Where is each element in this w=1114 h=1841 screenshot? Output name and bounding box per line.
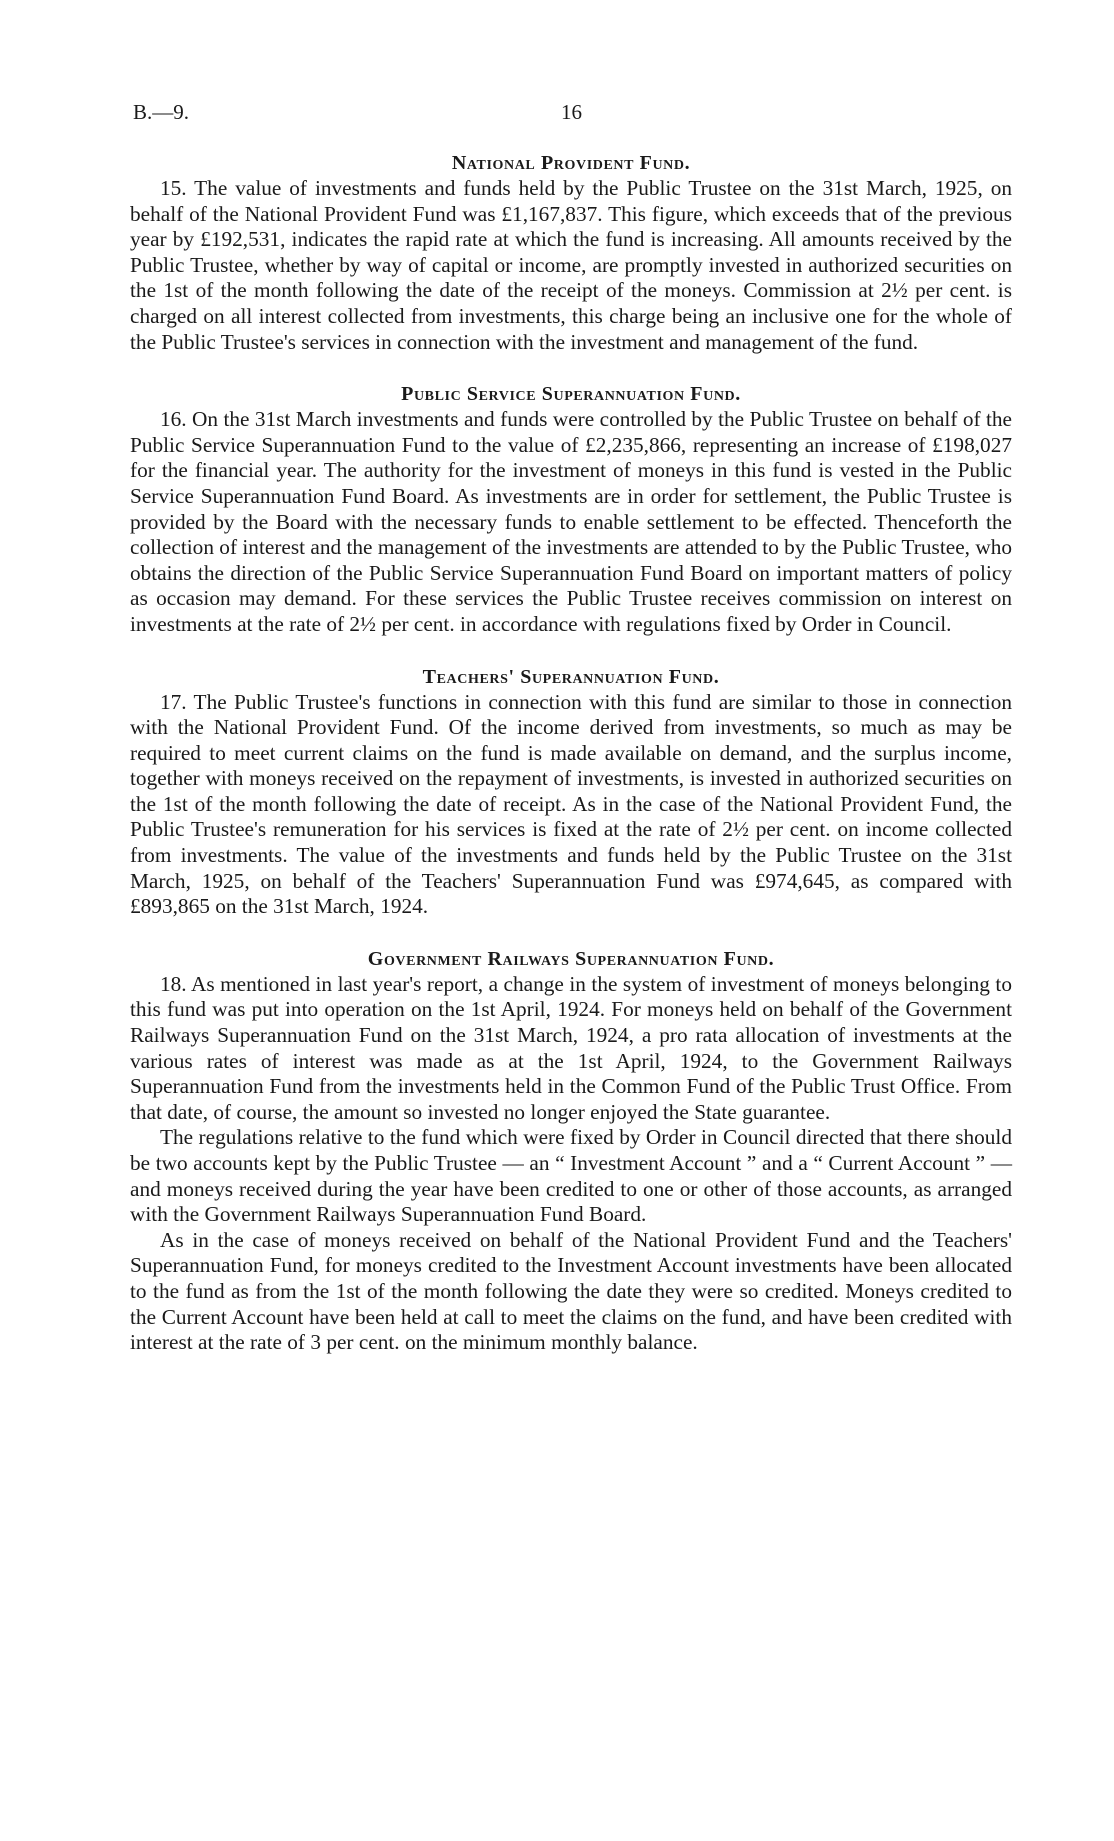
paragraph: 15. The value of investments and funds held by the Public Trustee on the 31st March, 1925, on behalf of the National Provident Fund was £1,167,837. This figure, which exceeds that of the previous year by £192,531, indicates the rapid rate at which the fund is increasing. All amounts received by the Public Trustee, whether by way of capital or income, are promptly invested in authorized securities on the 1st of the month following the date of the receipt of the moneys. Commission at 2½ per cent. is charged on all interest collected from investments, this charge being an inclusive one for the whole of the Public Trustee's services in connection with the investment and management of the fund. — [130, 176, 1012, 354]
section-teachers-superannuation-fund — [130, 664, 1012, 920]
paragraph: 17. The Public Trustee's functions in connection with this fund are similar to those in connection with the National Provident Fund. Of the income derived from investments, so much as may be required to meet current claims on the fund is made available on demand, and the surplus income, together with moneys received on the repayment of investments, is invested in authorized securities on the 1st of the month following the date of receipt. As in the case of the National Provident Fund, the Public Trustee's remuneration for his services is fixed at the rate of 2½ per cent. on income collected from investments. The value of the investments and funds held by the Public Trustee on the 31st March, 1925, on behalf of the Teachers' Superannuation Fund was £974,645, as compared with £893,865 on the 31st March, 1924. — [130, 689, 1012, 919]
section-government-railways-superannuation-fund — [130, 946, 1012, 1356]
running-header — [133, 100, 1013, 130]
section-heading: Public Service Superannuation Fund. — [401, 383, 741, 406]
page-number: 16 — [561, 100, 582, 124]
section-heading: Government Railways Superannuation Fund. — [367, 947, 775, 970]
document-reference: B.—9. — [133, 100, 190, 124]
paragraph: The regulations relative to the fund which were fixed by Order in Council directed that there should be two accounts kept by the Public Trustee — an “ Investment Account ” and a “ Current Account ” — and moneys received during the year have been credited to one or other of those accounts, as arranged with the Government Railways Superannuation Fund Board. — [130, 1125, 1012, 1227]
section-heading: National Provident Fund. — [451, 152, 691, 174]
section-national-provident-fund — [130, 150, 1012, 355]
paragraph: As in the case of moneys received on behalf of the National Provident Fund and the Teachers' Superannuation Fund, for moneys credited to the Investment Account investments have been allocated to the fund as from the 1st of the month following the date they were so credited. Moneys credited to the Current Account have been held at call to meet the claims on the fund, and have been credited with interest at the rate of 3 per cent. on the minimum monthly balance. — [130, 1227, 1012, 1355]
paragraph: 18. As mentioned in last year's report, a change in the system of investment of moneys belonging to this fund was put into operation on the 1st April, 1924. For moneys held on behalf of the Government Railways Superannuation Fund on the 31st March, 1924, a pro rata allocation of investments at the various rates of interest was made as at the 1st April, 1924, to the Government Railways Superannuation Fund from the investments held in the Common Fund of the Public Trust Office. From that date, of course, the amount so invested no longer enjoyed the State guarantee. — [130, 971, 1012, 1124]
section-public-service-superannuation-fund — [130, 381, 1012, 637]
section-heading: Teachers' Superannuation Fund. — [422, 665, 720, 688]
document-body — [130, 150, 1012, 1356]
paragraph: 16. On the 31st March investments and funds were controlled by the Public Trustee on behalf of the Public Service Superannuation Fund to the value of £2,235,866, representing an increase of £198,027 for the financial year. The authority for the investment of moneys in this fund is vested in the Public Service Superannuation Fund Board. As investments are in order for settlement, the Public Trustee is provided by the Board with the necessary funds to enable settlement to be effected. Thenceforth the collection of interest and the management of the investments are attended to by the Public Trustee, who obtains the direction of the Public Service Superannuation Fund Board on important matters of policy as occasion may demand. For these services the Public Trustee receives commission on interest on investments at the rate of 2½ per cent. in accordance with regulations fixed by Order in Council. — [130, 407, 1012, 636]
